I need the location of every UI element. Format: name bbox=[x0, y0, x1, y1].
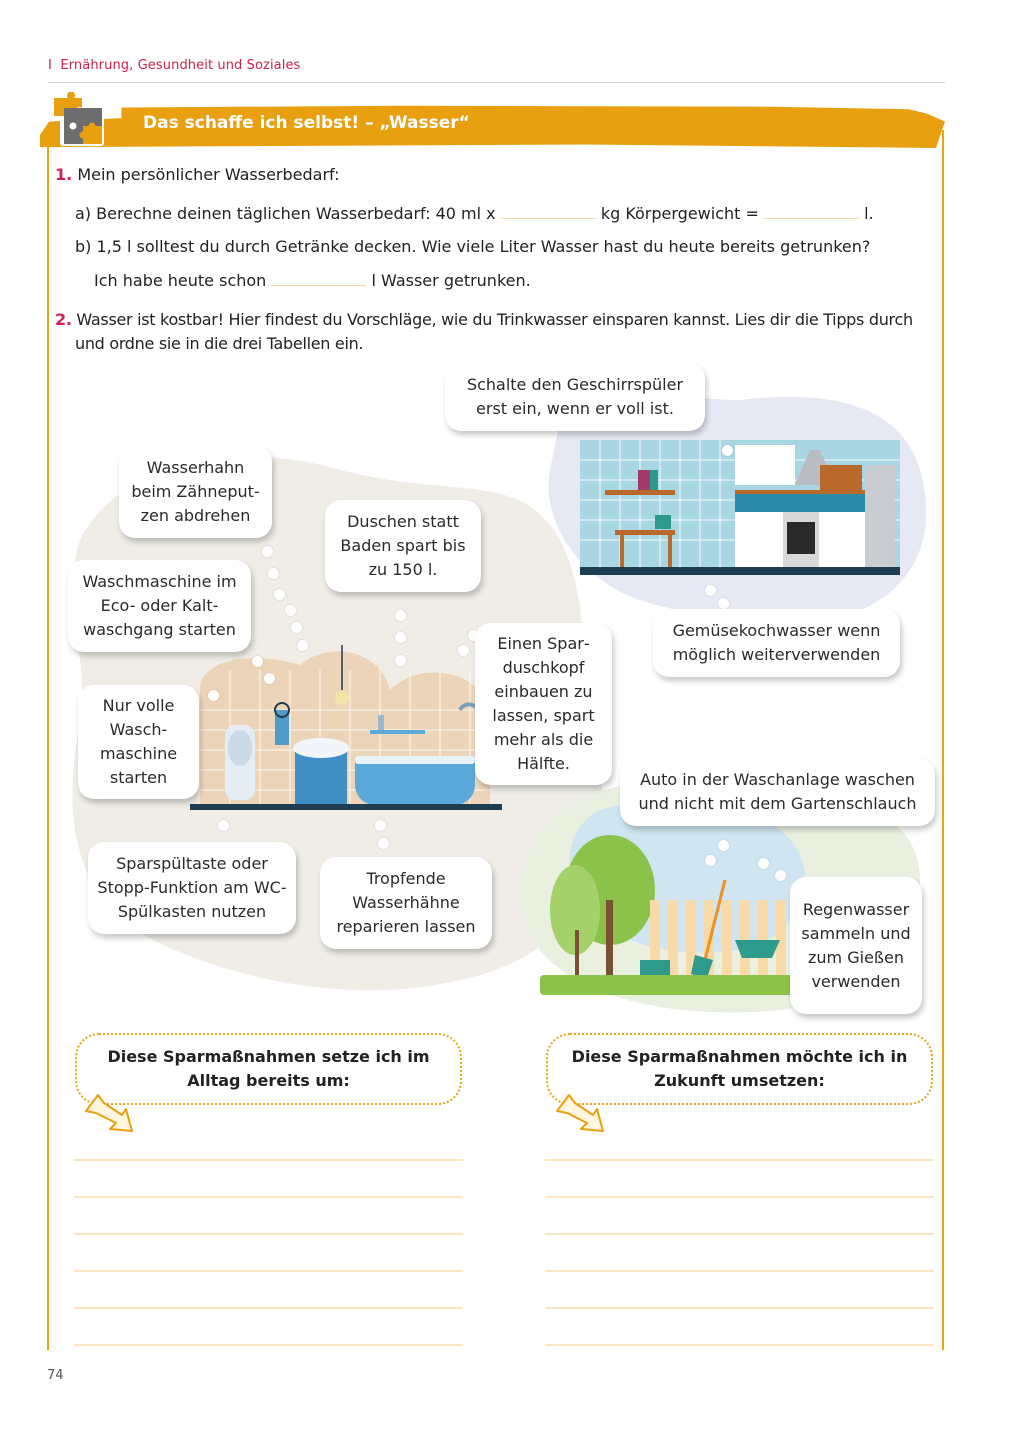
writing-line[interactable] bbox=[74, 1307, 463, 1309]
bubble-dot bbox=[274, 589, 285, 600]
answer-lines-future bbox=[545, 1159, 934, 1346]
header-rule bbox=[48, 82, 945, 83]
bubble-dot bbox=[218, 820, 229, 831]
writing-line[interactable] bbox=[545, 1307, 934, 1309]
writing-line[interactable] bbox=[545, 1344, 934, 1346]
task1a-suffix: l. bbox=[864, 204, 874, 223]
bubble-dot bbox=[758, 858, 769, 869]
tip-bubble-zaehneputzen[interactable]: Wasserhahn beim Zähneputzen abdrehen bbox=[119, 446, 272, 538]
bubble-dot bbox=[285, 605, 296, 616]
task1-number: 1. bbox=[55, 165, 73, 184]
puzzle-icon bbox=[52, 92, 108, 148]
bubble-dot bbox=[378, 838, 389, 849]
tip-bubble-geschirrspueler[interactable]: Schalte den Geschirrspüler erst ein, wenn er voll ist. bbox=[445, 363, 705, 431]
tip-bubble-waschanlage[interactable]: Auto in der Waschanlage waschen und nicht mit dem Gartenschlauch bbox=[620, 758, 935, 826]
bubble-dot bbox=[458, 645, 469, 656]
writing-line[interactable] bbox=[74, 1196, 463, 1198]
writing-line[interactable] bbox=[545, 1270, 934, 1272]
bubble-dot bbox=[252, 656, 263, 667]
writing-line[interactable] bbox=[74, 1270, 463, 1272]
task1-heading bbox=[55, 165, 340, 184]
tip-bubble-gemuesekochwasser[interactable]: Gemüsekochwasser wenn möglich weiterverwenden bbox=[653, 609, 900, 677]
result-input[interactable] bbox=[764, 218, 859, 219]
task1b-question: b) 1,5 l solltest du durch Getränke decken. Wie viele Liter Wasser hast du heute bereits getrunken? bbox=[75, 237, 871, 256]
task1a-line bbox=[75, 204, 874, 223]
bubble-dot bbox=[375, 820, 386, 831]
writing-line[interactable] bbox=[74, 1159, 463, 1161]
bubble-dot bbox=[208, 690, 219, 701]
task1a-middle: kg Körpergewicht = bbox=[600, 204, 759, 223]
writing-line[interactable] bbox=[74, 1344, 463, 1346]
liters-input[interactable] bbox=[271, 285, 366, 286]
tip-bubble-regenwasser[interactable]: Regenwasser sammeln und zum Gießen verwenden bbox=[790, 877, 922, 1014]
kitchen-illustration bbox=[580, 430, 900, 580]
task2-text: Wasser ist kostbar! Hier findest du Vorschläge, wie du Trinkwasser einsparen kannst. Lies dir die Tipps durch bbox=[76, 310, 913, 329]
writing-line[interactable] bbox=[545, 1196, 934, 1198]
bathroom-illustration bbox=[190, 630, 510, 815]
tip-bubble-volle-waschmaschine[interactable]: Nur volle Waschmaschine starten bbox=[78, 685, 199, 799]
writing-line[interactable] bbox=[545, 1233, 934, 1235]
section-title: Das schaffe ich selbst! – „Wasser“ bbox=[143, 113, 470, 133]
bubble-dot bbox=[718, 840, 729, 851]
bubble-dot bbox=[264, 673, 275, 684]
bubble-dot bbox=[705, 585, 716, 596]
bubble-dot bbox=[775, 870, 786, 881]
chapter-marker: I bbox=[48, 58, 52, 73]
page-number: 74 bbox=[47, 1368, 64, 1383]
tip-bubble-duschen[interactable]: Duschen statt Baden spart bis zu 150 l. bbox=[325, 500, 481, 592]
tip-bubble-tropfende-haehne[interactable]: Tropfende Wasserhähne reparieren lassen bbox=[320, 857, 492, 949]
task1b-answer bbox=[94, 271, 531, 290]
weight-input[interactable] bbox=[501, 218, 596, 219]
answer-box-heading-future: Diese Sparmaßnahmen möchte ich in Zukunft umsetzen: bbox=[546, 1033, 933, 1105]
answer-lines-current bbox=[74, 1159, 463, 1346]
task1a-prefix: a) Berechne deinen täglichen Wasserbedarf: 40 ml x bbox=[75, 204, 496, 223]
bubble-dot bbox=[262, 546, 273, 557]
tip-bubble-waschgang[interactable]: Waschmaschine im Eco- oder Kaltwaschgang starten bbox=[68, 560, 251, 652]
bubble-dot bbox=[291, 622, 302, 633]
bubble-dot bbox=[395, 632, 406, 643]
writing-line[interactable] bbox=[545, 1159, 934, 1161]
running-header bbox=[48, 58, 300, 73]
task1b-answer-suffix: l Wasser getrunken. bbox=[371, 271, 531, 290]
arrow-icon bbox=[553, 1093, 613, 1138]
bubble-dot bbox=[395, 655, 406, 666]
tip-bubble-sparduschkopf[interactable]: Einen Sparduschkopf einbauen zu lassen, spart mehr als die Hälfte. bbox=[475, 623, 612, 785]
task2-number: 2. bbox=[55, 310, 72, 329]
arrow-icon bbox=[82, 1093, 142, 1138]
bubble-dot bbox=[297, 640, 308, 651]
answer-box-heading-current: Diese Sparmaßnahmen setze ich im Alltag bereits um: bbox=[75, 1033, 462, 1105]
bubble-dot bbox=[718, 598, 729, 609]
bubble-dot bbox=[722, 445, 733, 456]
bubble-dot bbox=[268, 568, 279, 579]
writing-line[interactable] bbox=[74, 1233, 463, 1235]
bubble-dot bbox=[705, 855, 716, 866]
tip-bubble-sparspueltaste[interactable]: Sparspültaste oder Stopp-Funktion am WC-Spülkasten nutzen bbox=[88, 842, 296, 934]
task2-line1 bbox=[55, 310, 913, 329]
bubble-dot bbox=[395, 610, 406, 621]
chapter-title: Ernährung, Gesundheit und Soziales bbox=[60, 58, 301, 73]
task1-heading-text: Mein persönlicher Wasserbedarf: bbox=[77, 165, 340, 184]
task2-line2: und ordne sie in die drei Tabellen ein. bbox=[75, 334, 364, 353]
task1b-answer-prefix: Ich habe heute schon bbox=[94, 271, 267, 290]
garden-illustration bbox=[540, 820, 810, 995]
